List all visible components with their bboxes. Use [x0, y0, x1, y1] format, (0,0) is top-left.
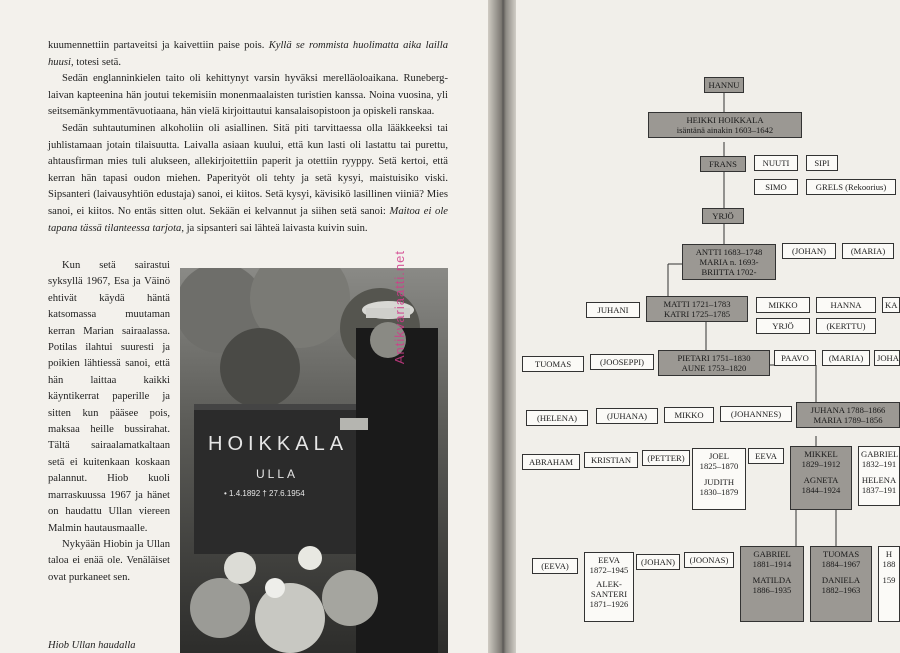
- node-line: (MARIA): [850, 246, 886, 256]
- tree-node-petter: [642, 450, 690, 466]
- tree-node-helena: [526, 410, 588, 426]
- tree-node-ka: [882, 297, 900, 313]
- node-line: HANNU: [708, 80, 740, 90]
- node-line: AGNETA: [803, 475, 839, 485]
- node-line: (EEVA): [541, 561, 569, 571]
- node-line: DANIELA: [821, 575, 861, 585]
- node-line: YRJÖ: [712, 211, 734, 221]
- node-line: PIETARI 1751–1830: [677, 353, 751, 363]
- node-line: 1882–1963: [821, 585, 861, 595]
- tree-node-antti: [682, 244, 776, 280]
- tree-node-hannu: [704, 77, 744, 93]
- node-line: MARIA 1789–1856: [813, 415, 883, 425]
- node-line: 1829–1912: [801, 459, 841, 469]
- node-line: 1825–1870: [699, 461, 739, 471]
- tree-node-simo: [754, 179, 798, 195]
- book-gutter: [488, 0, 518, 653]
- tree-node-tuomas-2: [810, 546, 872, 622]
- node-line: EEVA: [755, 451, 777, 461]
- node-line: (JOOSEPPI): [600, 357, 644, 367]
- node-line: MATILDA: [752, 575, 792, 585]
- tree-node-tuomas: [522, 356, 584, 372]
- paragraph-quote: Kyllä se rommista huolimatta aika lailla huusi: [48, 40, 448, 68]
- paragraph-text: kuumennettiin partaveitsi ja kaivettiin paise pois.: [48, 40, 269, 51]
- node-line: 1886–1935: [752, 585, 792, 595]
- node-line: (MARIA): [828, 353, 864, 363]
- node-line: FRANS: [709, 159, 737, 169]
- paragraph-4: Kun setä sairastui syksyllä 1967, Esa ja Väinö ehtivät käydä häntä katsomassa muutaman kerran Marian sairaalassa. Potilas ilahtui suuresti ja poikien lähtiessä sanoi, että hän laittaa kaikki käyntikerrat paperille ja sitten kun pääsee pois, maksaa heille bussirahat. Tältä sairaalamatkaltaan setä ei kuitenkaan koskaan palannut. Hiob kuoli marraskuussa 1967 ja hänet on haudattu Ullan viereen Malmin hautausmaalle.: [48, 260, 170, 534]
- node-line: SIPI: [814, 158, 830, 168]
- stone-name: HOIKKALA: [208, 433, 349, 455]
- node-line: (JUHANA): [606, 411, 648, 421]
- tree-node-kerttu: [816, 318, 876, 334]
- node-line: 1830–1879: [699, 487, 739, 497]
- node-line: YRJÖ: [772, 321, 794, 331]
- grave-photo: [180, 268, 448, 653]
- tree-node-juhani: [586, 302, 640, 318]
- watermark: Antikvariaatti.net: [392, 250, 407, 365]
- tree-node-yrjo: [702, 208, 744, 224]
- node-line: (PETTER): [647, 453, 685, 463]
- node-line: MIKKO: [768, 300, 798, 310]
- tree-node-juhana-2: [796, 402, 900, 428]
- paragraph-quote: Maitoa ei ole tapana tässä tilanteessa tarjota: [48, 205, 448, 234]
- node-line: TUOMAS: [822, 549, 860, 559]
- tree-node-heikki: [648, 112, 802, 138]
- node-line: MATTI 1721–1783: [663, 299, 731, 309]
- node-line: ANTTI 1683–1748: [695, 247, 763, 257]
- tree-node-juhana: [596, 408, 658, 424]
- paragraph-text: Sedän suhtautuminen alkoholiin oli asiallinen. Sitä piti tarvittaessa olla lääkkeeksi tai juhlistamaan jotain tilaisuutta. Laivalla asiaan kuului, että kun lasti oli lastattu tai purettu, ahtausfirman mies tuli alukseen, allekirjoitettiin paperit ja otettiin ryyppy. Setä kertoi, että kerran hän tapasi oudon miehen. Paperityöt oli tehty ja setä kysyi, maistuisiko viski. Sipsanteri (laivausyhtiön edustaja) sanoi, ei kiitos. Setä kysyi, kävisikö lasillinen viiniä? Mies sanoi, ei kiitos. No entäs sitten olut. Sekään ei kelvannut ja siihen setä sanoi:: [48, 122, 448, 217]
- tree-node-johannes: [720, 406, 792, 422]
- tree-node-mikko: [756, 297, 810, 313]
- grave-photo-image: [180, 268, 448, 653]
- node-line: PAAVO: [781, 353, 809, 363]
- node-line: 1872–1945: [589, 565, 629, 575]
- node-line: JUHANI: [597, 305, 629, 315]
- body-text: [48, 38, 448, 237]
- node-line: (JOHAN): [641, 557, 675, 567]
- node-line: TUOMAS: [534, 359, 572, 369]
- node-line: 1881–1914: [752, 559, 792, 569]
- paragraph-2: Sedän englanninkielen taito oli kehittynyt varsin hyväksi merelläoloaikana. Runeberg-laivan kapteenina hän joutui tekemisiin monenmaalaisten turistien kanssa. Noina vuosina, yli seitsemänkymmentävuotiaana, hän vielä kirjoittautui kansalaisopistoon ja opiskeli ranskaa.: [48, 73, 448, 118]
- tree-node-hanna: [816, 297, 876, 313]
- tree-node-eeva: [748, 448, 784, 464]
- node-line: MIKKO: [674, 410, 704, 420]
- node-line: GABRIEL: [753, 549, 791, 559]
- tree-node-yrjo-2: [756, 318, 810, 334]
- node-line: isäntänä ainakin 1603–1642: [676, 125, 774, 135]
- tree-node-johan-2: [636, 554, 680, 570]
- node-line: MIKKEL: [804, 449, 838, 459]
- node-line: GABRIEL: [861, 449, 899, 459]
- node-line: 159: [882, 575, 896, 585]
- node-line: JOEL: [708, 451, 730, 461]
- node-line: 1837–191: [861, 485, 897, 495]
- node-line: JOHA: [877, 353, 899, 363]
- node-line: 1871–1926: [589, 599, 629, 609]
- node-line: 1884–1967: [821, 559, 861, 569]
- paragraph-3: [48, 121, 448, 237]
- tree-node-frans: [700, 156, 746, 172]
- tree-node-abraham: [522, 454, 580, 470]
- narrow-column: [48, 258, 170, 586]
- node-line: 188: [882, 559, 896, 569]
- node-line: (KERTTU): [826, 321, 866, 331]
- node-line: ABRAHAM: [529, 457, 573, 467]
- node-line: H: [885, 549, 893, 559]
- node-line: NUUTI: [762, 158, 790, 168]
- node-line: 1844–1924: [801, 485, 841, 495]
- node-line: ALEK-: [596, 579, 622, 589]
- tree-node-maria: [842, 243, 894, 259]
- node-line: HANNA: [830, 300, 862, 310]
- node-line: GRELS (Rekoorius): [815, 182, 887, 192]
- right-page: [516, 0, 900, 653]
- paragraph-5: Nykyään Hiobin ja Ullan taloa ei enää ole. Venäläiset ovat purkaneet sen.: [48, 538, 170, 583]
- tree-node-gabriel: [858, 446, 900, 506]
- node-line: (JOHANNES): [730, 409, 782, 419]
- node-line: (JOONAS): [689, 555, 729, 565]
- tree-node-paavo: [774, 350, 816, 366]
- tree-node-johan: [782, 243, 836, 259]
- paragraph-text-tail: , totesi setä.: [70, 56, 121, 68]
- tree-node-maria-2: [822, 350, 870, 366]
- node-line: (JOHAN): [792, 246, 826, 256]
- node-line: (HELENA): [536, 413, 578, 423]
- family-tree: [516, 0, 900, 653]
- tree-node-joel: [692, 448, 746, 510]
- tree-node-eeva-2: [532, 558, 578, 574]
- tree-node-joha: [874, 350, 900, 366]
- node-line: SANTERI: [590, 589, 628, 599]
- tree-node-joonas: [684, 552, 734, 568]
- node-line: KRISTIAN: [590, 455, 632, 465]
- tree-node-sipi: [806, 155, 838, 171]
- photo-caption: Hiob Ullan haudalla: [48, 640, 136, 651]
- node-line: SIMO: [765, 182, 787, 192]
- node-line: BRIITTA 1702-: [701, 267, 757, 277]
- tree-node-jooseppi: [590, 354, 654, 370]
- tree-node-gabriel-2: [740, 546, 804, 622]
- paragraph-text-tail: , ja sipsanteri sai lähteä laivasta kuivin suin.: [181, 222, 368, 234]
- tree-node-matti: [646, 296, 748, 322]
- paragraph-1: [48, 38, 448, 71]
- node-line: AUNE 1753–1820: [681, 363, 747, 373]
- node-line: 1832–191: [861, 459, 897, 469]
- node-line: JUDITH: [703, 477, 735, 487]
- node-line: HELENA: [861, 475, 897, 485]
- node-line: HEIKKI HOIKKALA: [686, 115, 764, 125]
- tree-node-grels: [806, 179, 896, 195]
- tree-node-mikko-2: [664, 407, 714, 423]
- tree-node-nuuti: [754, 155, 798, 171]
- stone-dates: • 1.4.1892 † 27.6.1954: [224, 489, 305, 498]
- node-line: KA: [885, 300, 898, 310]
- tree-node-h: [878, 546, 900, 622]
- node-line: JUHANA 1788–1866: [810, 405, 886, 415]
- node-line: MARIA n. 1693-: [699, 257, 759, 267]
- tree-node-eeva-3: [584, 552, 634, 622]
- tree-node-pietari: [658, 350, 770, 376]
- node-line: KATRI 1725–1785: [663, 309, 731, 319]
- node-line: EEVA: [598, 555, 620, 565]
- stone-first-name: ULLA: [256, 467, 299, 481]
- tree-node-kristian: [584, 452, 638, 468]
- tree-node-mikkel: [790, 446, 852, 510]
